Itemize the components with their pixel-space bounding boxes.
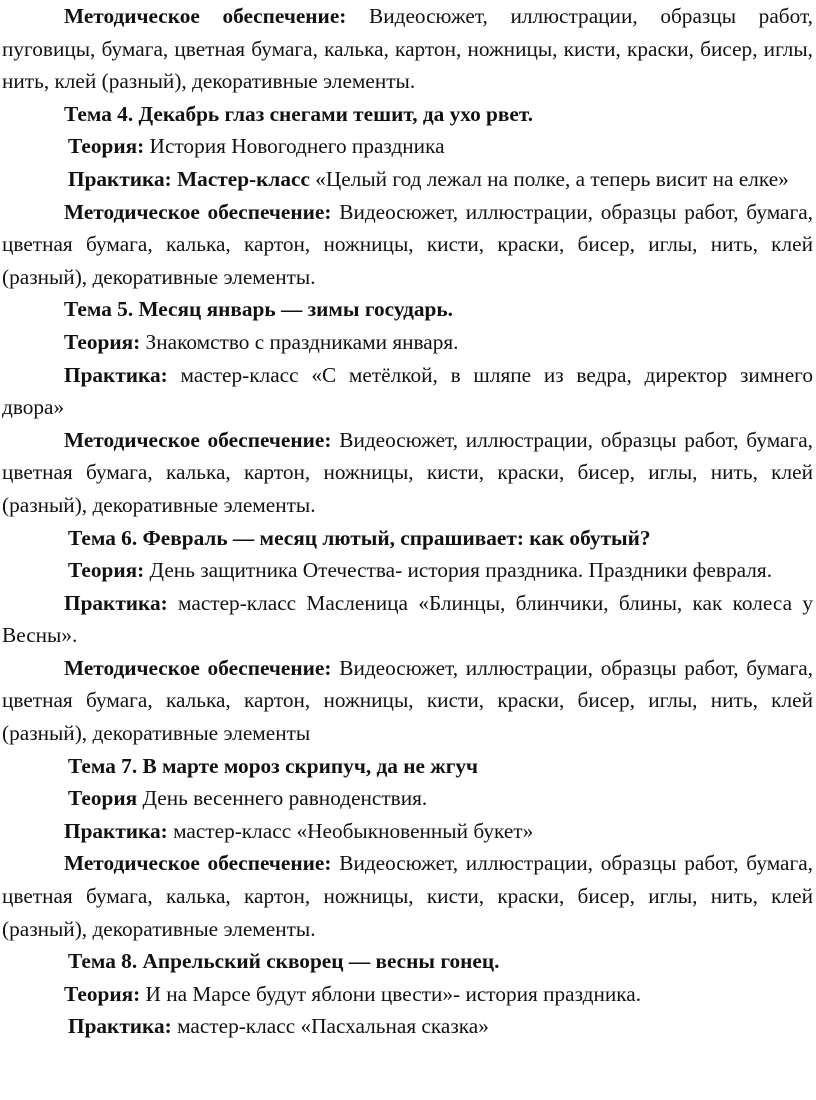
- theory-paragraph: [2, 782, 813, 815]
- topic-heading-text: Тема 8. Апрельский скворец — весны гонец.: [68, 949, 500, 974]
- paragraph-text: И на Марсе будут яблони цвести»- история праздника.: [140, 981, 642, 1006]
- paragraph-lead: Практика:: [64, 362, 168, 387]
- theory-paragraph: [2, 554, 813, 587]
- paragraph-lead: Практика:: [64, 818, 168, 843]
- topic-heading: [2, 522, 813, 555]
- topic-heading-text: Тема 6. Февраль — месяц лютый, спрашивает: как обутый?: [68, 525, 651, 550]
- topic-heading: [2, 945, 813, 978]
- paragraph-text: «Целый год лежал на полке, а теперь висит на елке»: [309, 166, 789, 191]
- paragraph-lead: Практика:: [68, 1014, 172, 1039]
- practice-paragraph: [2, 1010, 813, 1043]
- topic-heading-text: Тема 7. В марте мороз скрипуч, да не жгуч: [68, 753, 479, 778]
- paragraph-text: Знакомство с праздниками января.: [140, 329, 459, 354]
- paragraph-text: Видеосюжет, иллюстрации, образцы работ, бумага, цветная бумага, калька, картон, ножницы, кисти, краски, бисер, иглы, нить, клей (разный), декоративные элементы: [2, 655, 813, 746]
- paragraph-text: День защитника Отечества- история праздника. Праздники февраля.: [144, 558, 773, 583]
- paragraph-text: мастер-класс «Пасхальная сказка»: [171, 1014, 489, 1039]
- methodical-support-paragraph: [2, 424, 813, 522]
- paragraph-lead: Методическое обеспечение:: [64, 655, 332, 680]
- paragraph-lead: Теория: [68, 786, 138, 811]
- methodical-support-paragraph: [2, 847, 813, 945]
- paragraph-text: мастер-класс «С метёлкой, в шляпе из ведра, директор зимнего двора»: [2, 362, 813, 420]
- topic-heading: [2, 750, 813, 783]
- paragraph-text: мастер-класс Масленица «Блинцы, блинчики, блины, как колеса у Весны».: [2, 590, 813, 648]
- paragraph-text: День весеннего равноденствия.: [137, 786, 428, 811]
- paragraph-text: Видеосюжет, иллюстрации, образцы работ, бумага, цветная бумага, калька, картон, ножницы, кисти, краски, бисер, иглы, нить, клей (разный), декоративные элементы.: [2, 199, 813, 289]
- paragraph-lead: Теория:: [68, 558, 145, 583]
- methodical-support-paragraph: [2, 196, 813, 294]
- paragraph-text: Видеосюжет, иллюстрации, образцы работ, бумага, цветная бумага, калька, картон, ножницы, кисти, краски, бисер, иглы, нить, клей (разный), декоративные элементы.: [2, 851, 813, 941]
- topic-heading: [2, 98, 813, 131]
- paragraph-text: Видеосюжет, иллюстрации, образцы работ, пуговицы, бумага, цветная бумага, калька, картон, ножницы, кисти, краски, бисер, иглы, нить, клей (разный), декоративные элементы.: [2, 4, 814, 94]
- theory-paragraph: [2, 326, 813, 359]
- practice-paragraph: [2, 815, 813, 848]
- theory-paragraph: [2, 130, 813, 163]
- paragraph-lead: Теория:: [64, 981, 141, 1006]
- methodical-support-paragraph: [2, 0, 813, 98]
- paragraph-lead: Теория:: [64, 329, 141, 354]
- topic-heading-text: Тема 5. Месяц январь — зимы государь.: [64, 297, 453, 322]
- topic-heading: [2, 293, 813, 326]
- paragraph-lead: Теория:: [68, 134, 145, 159]
- paragraph-lead: Практика: Мастер-класс: [68, 166, 310, 191]
- paragraph-lead: Практика:: [64, 590, 168, 615]
- paragraph-lead: Методическое обеспечение:: [64, 4, 347, 28]
- practice-paragraph: [2, 163, 813, 196]
- paragraph-text: История Новогоднего праздника: [144, 134, 445, 159]
- paragraph-lead: Методическое обеспечение:: [64, 199, 332, 224]
- theory-paragraph: [2, 978, 813, 1011]
- topic-heading-text: Тема 4. Декабрь глаз снегами тешит, да ухо рвет.: [64, 101, 534, 126]
- paragraph-lead: Методическое обеспечение:: [64, 851, 332, 876]
- paragraph-text: Видеосюжет, иллюстрации, образцы работ, бумага, цветная бумага, калька, картон, ножницы, кисти, краски, бисер, иглы, нить, клей (разный), декоративные элементы.: [2, 427, 813, 517]
- practice-paragraph: [2, 587, 813, 652]
- paragraph-lead: Методическое обеспечение:: [64, 427, 332, 452]
- practice-paragraph: [2, 359, 813, 424]
- paragraph-text: мастер-класс «Необыкновенный букет»: [167, 818, 534, 843]
- methodical-support-paragraph: [2, 652, 813, 750]
